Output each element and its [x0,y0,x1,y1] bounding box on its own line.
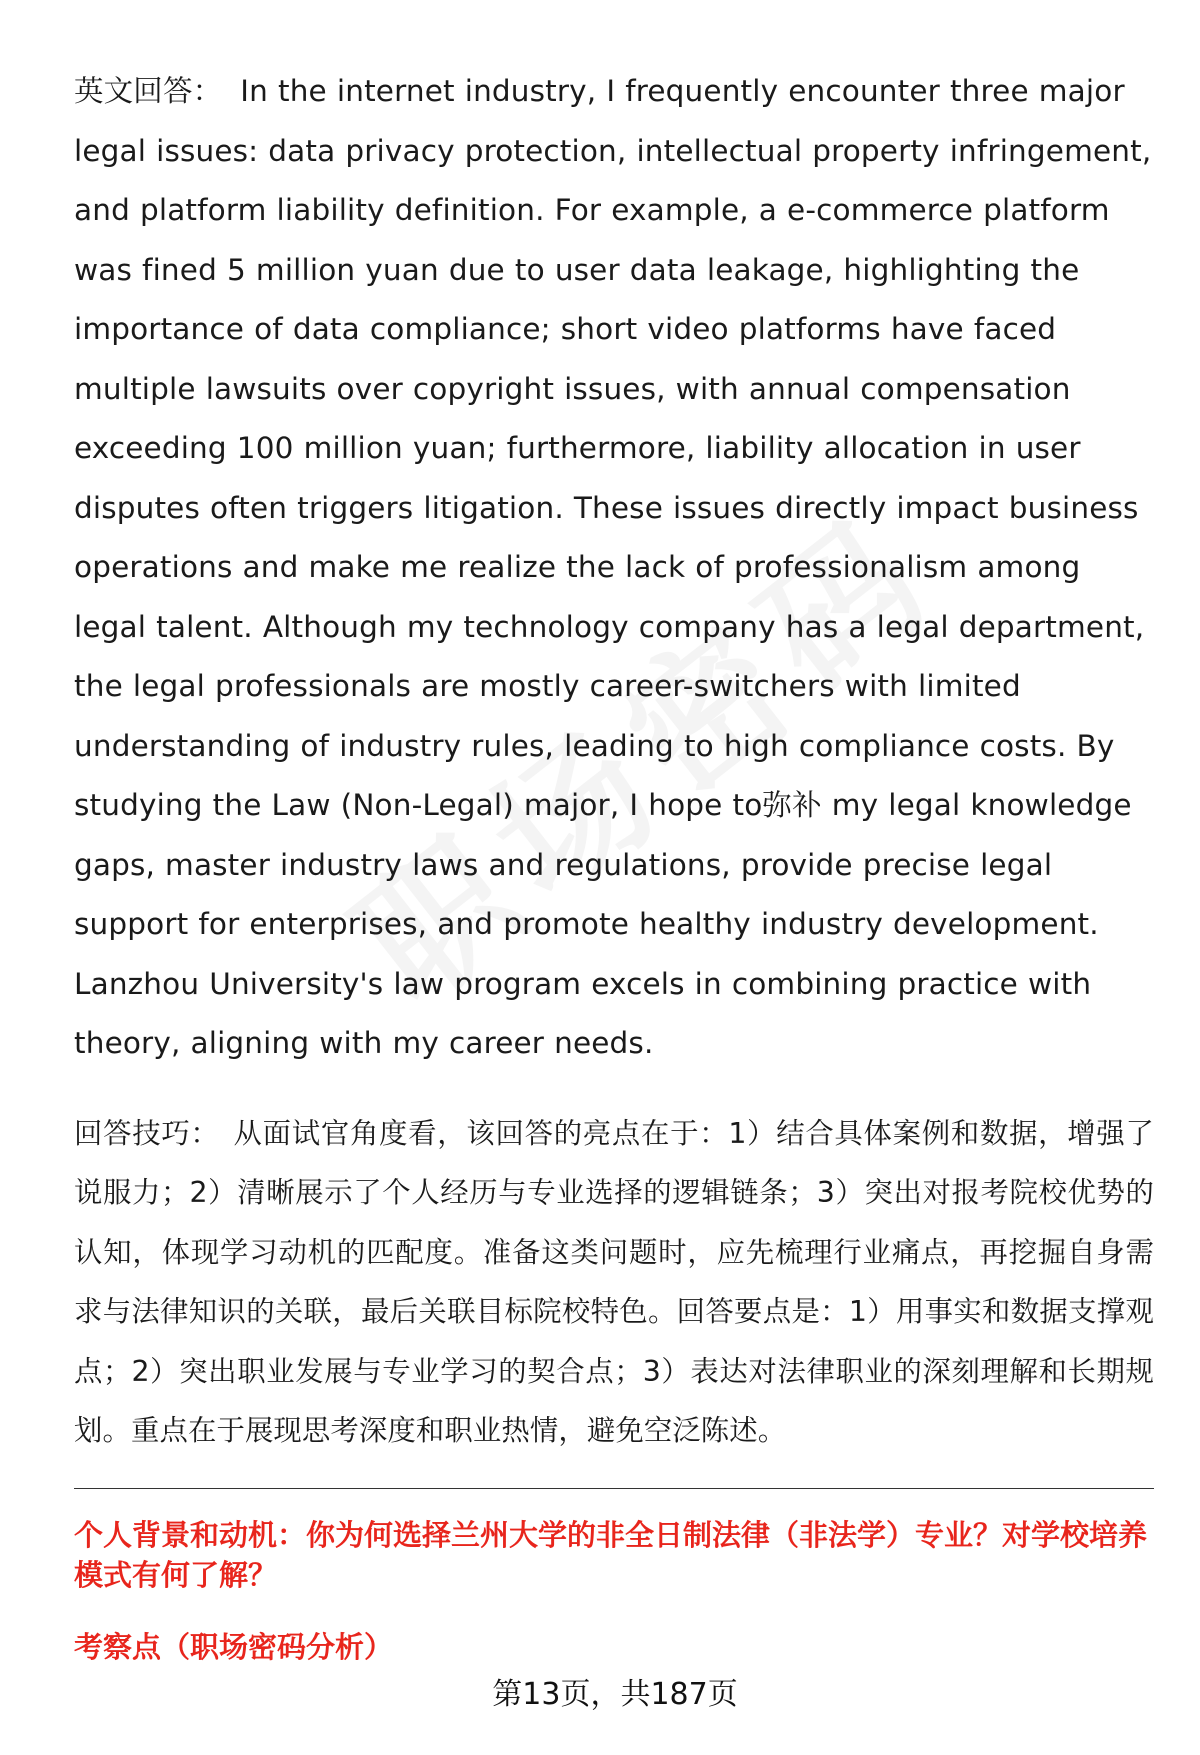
page-content [74,62,1154,1667]
analysis-section-heading: 考察点（职场密码分析） [74,1629,394,1664]
english-answer-text: In the internet industry, I frequently encounter three major legal issues: data privacy protection, intellectual property infringement, and platform liability definition. For example, a e-commerce platform was fined 5 million yuan due to user data leakage, highlighting the importance of data compliance; short video platforms have faced multiple lawsuits over copyright issues, with annual compensation exceeding 100 million yuan; furthermore, liability allocation in user disputes often triggers litigation. These issues directly impact business operations and make me realize the lack of professionalism among legal talent. Although my technology company has a legal department, the legal professionals are mostly career-switchers with limited understanding of industry rules, leading to high compliance costs. By studying the Law (Non-Legal) major, I hope to弥补 my legal knowledge gaps, master industry laws and regulations, provide precise legal support for enterprises, and promote healthy industry development. Lanzhou University's law program excels in combining practice with theory, aligning with my career needs. [74,74,1152,1060]
answer-tips-label: 回答技巧： [74,1116,220,1150]
page-number-footer: 第13页，共187页 [492,1677,738,1712]
section-divider [74,1488,1154,1489]
answer-tips-text: 从面试官角度看，该回答的亮点在于：1）结合具体案例和数据，增强了说服力；2）清晰展示了个人经历与专业选择的逻辑链条；3）突出对报考院校优势的认知，体现学习动机的匹配度。准备这类问题时，应先梳理行业痛点，再挖掘自身需求与法律知识的关联，最后关联目标院校特色。回答要点是：1）用事实和数据支撑观点；2）突出职业发展与专业学习的契合点；3）表达对法律职业的深刻理解和长期规划。重点在于展现思考深度和职业热情，避免空泛陈述。 [74,1116,1154,1447]
answer-tips-paragraph [74,1104,1154,1461]
english-answer-label: 英文回答： [74,74,223,108]
english-answer-paragraph [74,62,1154,1074]
next-question-heading: 个人背景和动机：你为何选择兰州大学的非全日制法律（非法学）专业？对学校培养模式有何了解？ [74,1517,1148,1592]
